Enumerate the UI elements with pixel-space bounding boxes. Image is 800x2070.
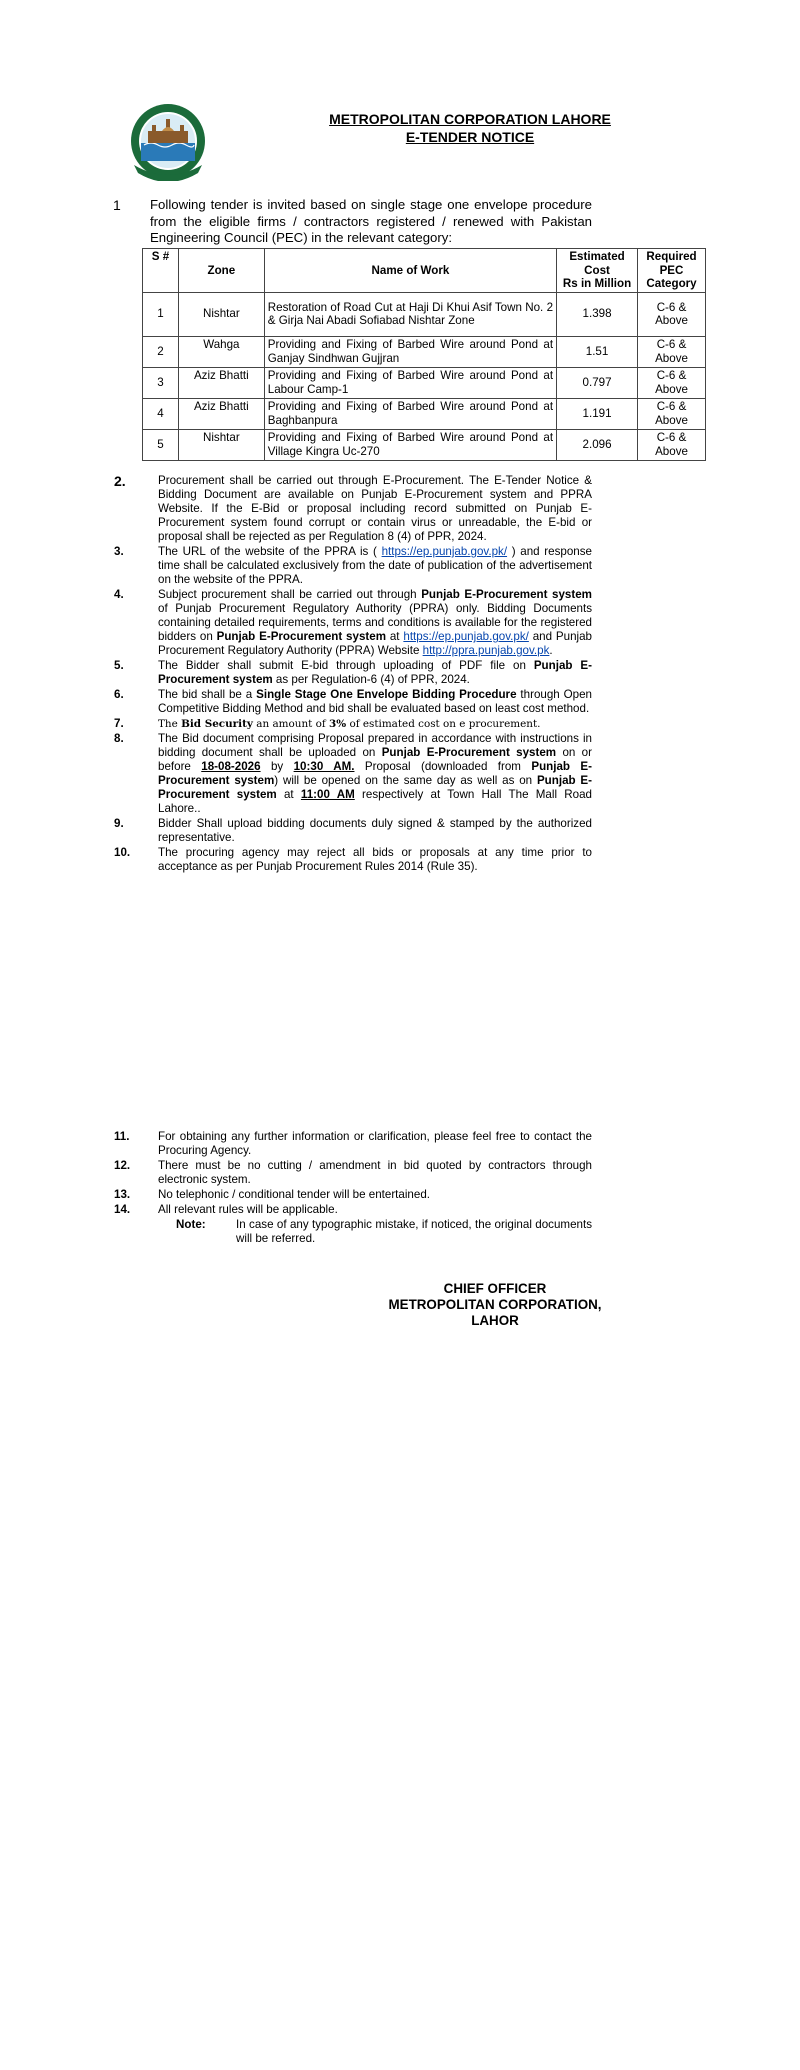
header-sno: S # xyxy=(143,249,179,293)
header-work: Name of Work xyxy=(264,249,556,293)
table-row xyxy=(143,292,706,336)
clause-number: 3. xyxy=(114,545,124,558)
header-cost-line2: Cost xyxy=(584,263,610,277)
cell-work: Providing and Fixing of Barbed Wire around Pond at Ganjay Sindhwan Gujjran xyxy=(264,336,556,367)
notice-heading xyxy=(295,110,645,146)
clause-text: For obtaining any further information or clarification, please feel free to contact the Procuring Agency. xyxy=(158,1130,592,1157)
signature-block xyxy=(370,1281,620,1329)
clause-7 xyxy=(114,717,592,731)
corporation-logo xyxy=(126,103,210,181)
clause-4 xyxy=(114,588,592,658)
header-zone: Zone xyxy=(178,249,264,293)
header-pec-line1: Required xyxy=(646,250,697,263)
clause-text: Subject procurement shall be carried out through Punjab E-Procurement system of Punjab Procurement Regulatory Authority (PPRA) only. Bidding Documents containing detailed requirements, terms and conditions is available for the registered bidders on Punjab E-Procurement system at https://ep.punjab.gov.pk/ and Punjab Procurement Regulatory Authority (PPRA) Website http://ppra.punjab.gov.pk. xyxy=(158,588,592,657)
clause-text: All relevant rules will be applicable. xyxy=(158,1203,338,1216)
clause-6 xyxy=(114,688,592,716)
cell-work: Providing and Fixing of Barbed Wire around Pond at Village Kingra Uc-270 xyxy=(264,429,556,460)
header-pec-line3: Category xyxy=(646,277,697,290)
clause-text: There must be no cutting / amendment in bid quoted by contractors through electronic system. xyxy=(158,1159,592,1186)
clauses-list xyxy=(114,474,592,875)
table-header-row xyxy=(143,249,706,293)
header-cost-line1: Estimated xyxy=(569,250,625,263)
intro-text: Following tender is invited based on single stage one envelope procedure from the eligible firms / contractors registered / renewed with Pakistan Engineering Council (PEC) in the relevant category: xyxy=(150,197,592,245)
header-pec-line2: PEC xyxy=(659,263,684,277)
intro-number: 1 xyxy=(113,197,121,213)
submission-time: 10:30 AM. xyxy=(293,760,355,773)
cell-sno: 3 xyxy=(143,367,179,398)
clause-3 xyxy=(114,545,592,587)
cell-zone: Nishtar xyxy=(178,429,264,460)
clauses-list-continued xyxy=(114,1130,592,1246)
organization-title: METROPOLITAN CORPORATION LAHORE xyxy=(329,111,611,127)
ep-punjab-link[interactable]: https://ep.punjab.gov.pk/ xyxy=(403,630,529,643)
notice-title: E-TENDER NOTICE xyxy=(405,129,535,145)
cell-cost: 0.797 xyxy=(557,367,638,398)
opening-time: 11:00 AM xyxy=(300,788,355,801)
cell-pec: C-6 & Above xyxy=(638,336,706,367)
clause-text: Bidder Shall upload bidding documents duly signed & stamped by the authorized representative. xyxy=(158,817,592,844)
clause-text: Procurement shall be carried out through E-Procurement. The E-Tender Notice & Bidding Document are available on Punjab E-Procurement system and PPRA Website. If the E-Bid or proposal including record submitted on Punjab E-Procurement system found corrupt or contain virus or unreadable, the E-bid or proposal shall be rejected as per Regulation 8 (4) of PPR, 2024. xyxy=(158,474,592,543)
cell-cost: 1.191 xyxy=(557,398,638,429)
clause-8 xyxy=(114,732,592,816)
cell-pec: C-6 & Above xyxy=(638,292,706,336)
ep-punjab-link[interactable]: https://ep.punjab.gov.pk/ xyxy=(381,545,508,558)
cell-cost: 1.398 xyxy=(557,292,638,336)
note-text: In case of any typographic mistake, if noticed, the original documents will be referred. xyxy=(236,1218,592,1245)
clause-text: The URL of the website of the PPRA is ( https://ep.punjab.gov.pk/ ) and response time shall be calculated exclusively from the date of publication of the advertisement on the website of the PPRA. xyxy=(158,545,592,586)
clause-10 xyxy=(114,846,592,874)
note xyxy=(176,1218,592,1246)
header-cost-line3: Rs in Million xyxy=(562,277,632,290)
opening-date: 18-08-2026 xyxy=(201,760,261,773)
clause-14 xyxy=(114,1203,592,1217)
cell-pec: C-6 & Above xyxy=(638,367,706,398)
cell-work: Providing and Fixing of Barbed Wire around Pond at Labour Camp-1 xyxy=(264,367,556,398)
cell-sno: 1 xyxy=(143,292,179,336)
clause-number: 7. xyxy=(114,717,124,730)
clause-number: 14. xyxy=(114,1203,131,1216)
cell-zone: Aziz Bhatti xyxy=(178,398,264,429)
signatory-city: LAHOR xyxy=(471,1313,519,1328)
clause-2 xyxy=(114,474,592,544)
clause-text: The Bid Security an amount of 3% of estimated cost on e procurement. xyxy=(158,718,541,730)
clause-number: 5. xyxy=(114,659,124,672)
clause-number: 4. xyxy=(114,588,124,601)
cell-work: Providing and Fixing of Barbed Wire around Pond at Baghbanpura xyxy=(264,398,556,429)
header-cost xyxy=(557,249,638,293)
clause-text: The procuring agency may reject all bids or proposals at any time prior to acceptance as per Punjab Procurement Rules 2014 (Rule 35). xyxy=(158,846,592,873)
cell-pec: C-6 & Above xyxy=(638,398,706,429)
clause-text: The Bidder shall submit E-bid through uploading of PDF file on Punjab E-Procurement system as per Regulation-6 (4) of PPR, 2024. xyxy=(158,659,592,686)
clause-number: 9. xyxy=(114,817,124,830)
clause-number: 2. xyxy=(114,473,126,489)
cell-sno: 2 xyxy=(143,336,179,367)
table-row xyxy=(143,367,706,398)
cell-cost: 2.096 xyxy=(557,429,638,460)
note-label: Note: xyxy=(176,1218,206,1231)
cell-sno: 5 xyxy=(143,429,179,460)
cell-cost: 1.51 xyxy=(557,336,638,367)
header-pec xyxy=(638,249,706,293)
clause-text: No telephonic / conditional tender will be entertained. xyxy=(158,1188,430,1201)
table-row xyxy=(143,429,706,460)
clause-text: The bid shall be a Single Stage One Envelope Bidding Procedure through Open Competitive Bidding Method and bid shall be evaluated based on least cost method. xyxy=(158,688,592,715)
clause-number: 6. xyxy=(114,688,124,701)
table-row xyxy=(143,398,706,429)
clause-number: 8. xyxy=(114,732,124,745)
cell-sno: 4 xyxy=(143,398,179,429)
cell-zone: Wahga xyxy=(178,336,264,367)
ppra-punjab-link[interactable]: http://ppra.punjab.gov.pk xyxy=(422,644,550,657)
cell-work: Restoration of Road Cut at Haji Di Khui Asif Town No. 2 & Girja Nai Abadi Sofiabad Nishtar Zone xyxy=(264,292,556,336)
clause-12 xyxy=(114,1159,592,1187)
clause-5 xyxy=(114,659,592,687)
cell-pec: C-6 & Above xyxy=(638,429,706,460)
clause-9 xyxy=(114,817,592,845)
clause-text: The Bid document comprising Proposal prepared in accordance with instructions in bidding document shall be uploaded on Punjab E-Procurement system on or before 18-08-2026 by 10:30 AM. Proposal (downloaded from Punjab E-Procurement system) will be opened on the same day as well as on Punjab E-Procurement system at 11:00 AM respectively at Town Hall The Mall Road Lahore.. xyxy=(158,732,593,815)
cell-zone: Aziz Bhatti xyxy=(178,367,264,398)
cell-zone: Nishtar xyxy=(178,292,264,336)
clause-13 xyxy=(114,1188,592,1202)
clause-number: 10. xyxy=(114,846,131,859)
clause-number: 12. xyxy=(114,1159,131,1172)
clause-number: 13. xyxy=(114,1188,131,1201)
clause-number: 11. xyxy=(114,1130,130,1143)
signatory-org: METROPOLITAN CORPORATION, xyxy=(388,1297,602,1312)
table-row xyxy=(143,336,706,367)
clause-11 xyxy=(114,1130,592,1158)
signatory-title: CHIEF OFFICER xyxy=(443,1281,547,1296)
tender-table xyxy=(142,248,706,461)
